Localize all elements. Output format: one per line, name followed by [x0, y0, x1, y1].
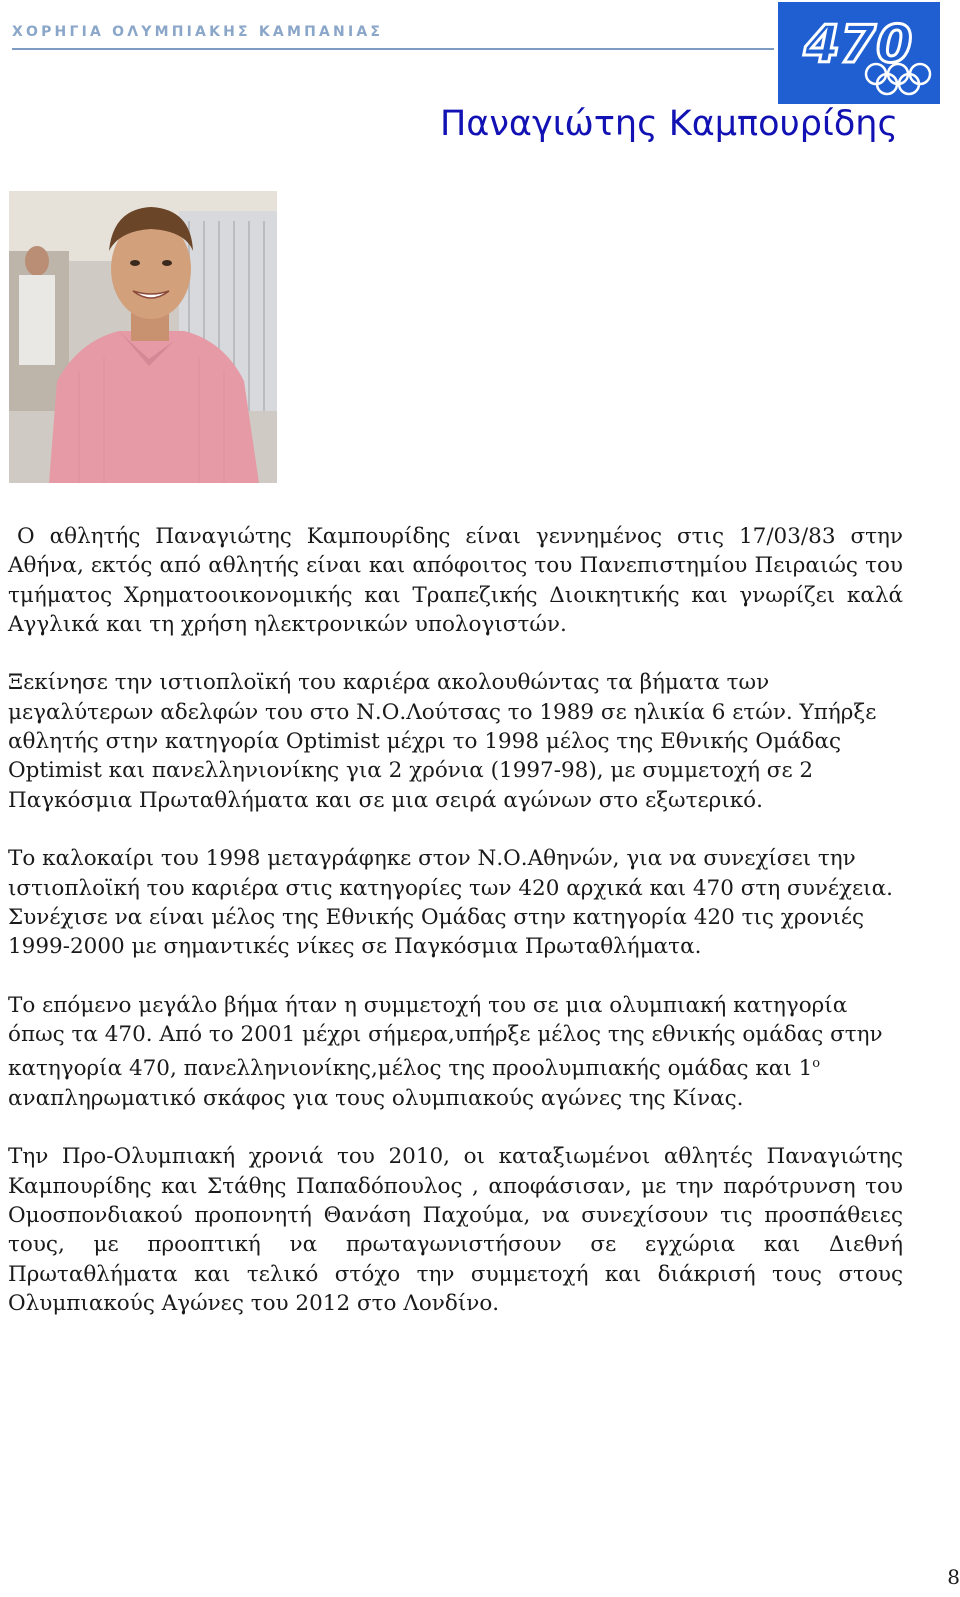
paragraph-career-start: Ξεκίνησε την ιστιοπλοϊκή του καριέρα ακολουθώντας τα βήματα των μεγαλύτερων αδελφών του στο Ν.Ο.Λούτσας το 1989 σε ηλικία 6 ετών. Υπήρξε αθλητής στην κατηγορία Optimist μέχρι το 1998 μέλος της Εθνικής Ομάδας Optimist και πανελληνιονίκης για 2 χρόνια (1997-98), με συμμετοχή σε 2 Παγκόσμια Πρωταθλήματα και σε μια σειρά αγώνων στο εξωτερικό.	[8, 670, 877, 813]
logo-graphic	[778, 2, 940, 104]
page-header	[0, 0, 960, 110]
page-title: Παναγιώτης Καμπουρίδης	[439, 104, 898, 144]
logo-text: 470	[803, 15, 913, 75]
page-number: 8	[947, 1565, 960, 1589]
athlete-photo	[9, 191, 277, 483]
paragraph-olympic-class-text: Το επόμενο μεγάλο βήμα ήταν η συμμετοχή του σε μια ολυμπιακή κατηγορία όπως τα 470. Από το 2001 μέχρι σήμερα,υπήρξε μέλος της εθνικής ομάδας στην κατηγορία 470, πανελληνιονίκης,μέλος της προολυμπιακής ομάδας και 1	[8, 992, 883, 1082]
article-body	[8, 522, 903, 1347]
paragraph-olympic-class	[8, 991, 903, 1113]
olympic-470-logo	[778, 2, 940, 104]
header-rule	[12, 48, 774, 50]
sponsor-header-text: ΧΟΡΗΓΙΑ ΟΛΥΜΠΙΑΚΗΣ ΚΑΜΠΑΝΙΑΣ	[12, 24, 384, 40]
athlete-portrait-image	[9, 191, 277, 483]
paragraph-preolympic: Την Προ-Ολυμπιακή χρονιά του 2010, οι καταξιωμένοι αθλητές Παναγιώτης Καμπουρίδης και Στάθης Παπαδόπουλος , αποφάσισαν, με την παρότρυνση του Ομοσπονδιακού προπονητή Θανάση Παχούμα, να συνεχίσουν τις προσπάθειες τους, με προοπτική να πρωταγωνιστήσουν σε εγχώρια και Διεθνή Πρωταθλήματα και τελικό στόχο την συμμετοχή και διάκρισή τους στους Ολυμπιακούς Αγώνες του 2012 στο Λονδίνο.	[8, 1144, 903, 1316]
paragraph-intro: Ο αθλητής Παναγιώτης Καμπουρίδης είναι γεννημένος στις 17/03/83 στην Αθήνα, εκτός από αθλητής είναι και απόφοιτος του Πανεπιστημίου Πειραιώς του τμήματος Χρηματοοικονομικής και Τραπεζικής Διοικητικής και γνωρίζει καλά Αγγλικά και τη χρήση ηλεκτρονικών υπολογιστών.	[8, 524, 903, 637]
ordinal-superscript: ο	[812, 1056, 821, 1072]
paragraph-transfer: Το καλοκαίρι του 1998 μεταγράφηκε στον Ν.Ο.Αθηνών, για να συνεχίσει την ιστιοπλοϊκή του καριέρα στις κατηγορίες των 420 αρχικά και 470 στη συνέχεια. Συνέχισε να είναι μέλος της Εθνικής Ομάδας στην κατηγορία 420 τις χρονιές 1999-2000 με σημαντικές νίκες σε Παγκόσμια Πρωταθλήματα.	[8, 846, 893, 960]
paragraph-olympic-class-text-end: αναπληρωματικό σκάφος για τους ολυμπιακούς αγώνες της Κίνας.	[8, 1085, 744, 1111]
